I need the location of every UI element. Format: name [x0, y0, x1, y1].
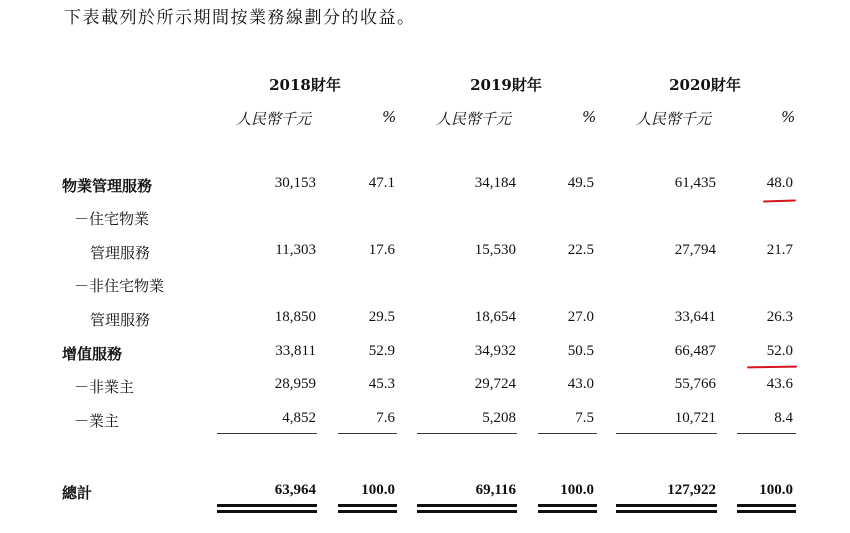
- subtotal-rule: [417, 433, 517, 434]
- red-underline-mark: [763, 199, 796, 202]
- total-cell: 63,964: [274, 482, 316, 498]
- total-double-rule: [737, 504, 796, 507]
- subtotal-rule: [737, 433, 796, 434]
- cell: 11,303: [275, 242, 316, 258]
- cell: 5,208: [482, 410, 516, 426]
- subtotal-rule: [616, 433, 717, 434]
- row-label-total: 總計: [62, 484, 93, 502]
- cell: 33,811: [275, 343, 316, 359]
- row-label-residential-mgmt: 管理服務: [90, 244, 151, 262]
- cell: 33,641: [674, 309, 716, 325]
- row-label-owners: －業主: [74, 412, 120, 430]
- cell: 66,487: [674, 343, 716, 359]
- cell: 34,184: [474, 175, 516, 191]
- total-double-rule: [417, 504, 517, 507]
- total-double-rule: [217, 504, 317, 507]
- cell: 28,959: [274, 376, 316, 392]
- cell: 10,721: [674, 410, 716, 426]
- row-label-non-residential: －非住宅物業: [74, 277, 165, 295]
- total-cell: 100.0: [560, 482, 594, 498]
- total-cell: 100.0: [759, 482, 793, 498]
- pct-header-2019: %: [582, 108, 597, 126]
- row-label-property-management: 物業管理服務: [62, 177, 153, 195]
- cell: 27,794: [674, 242, 716, 258]
- cell: 15,530: [474, 242, 516, 258]
- cell: 22.5: [567, 242, 594, 258]
- cell: 52.0: [766, 343, 793, 359]
- total-double-rule: [338, 504, 397, 507]
- cell: 7.5: [575, 410, 594, 426]
- subtotal-rule: [538, 433, 597, 434]
- cell: 21.7: [766, 242, 793, 258]
- unit-header-2019: 人民幣千元: [436, 110, 512, 128]
- cell: 4,852: [282, 410, 316, 426]
- subtotal-rule: [338, 433, 397, 434]
- total-double-rule: [417, 510, 517, 513]
- cell: 17.6: [368, 242, 395, 258]
- pct-header-2020: %: [781, 108, 796, 126]
- total-cell: 127,922: [667, 482, 716, 498]
- row-label-non-owners: －非業主: [74, 378, 135, 396]
- cell: 49.5: [567, 175, 594, 191]
- cell: 43.6: [766, 376, 793, 392]
- total-double-rule: [538, 504, 597, 507]
- total-double-rule: [338, 510, 397, 513]
- cell: 18,654: [474, 309, 516, 325]
- cell: 55,766: [674, 376, 716, 392]
- total-double-rule: [737, 510, 796, 513]
- total-cell: 69,116: [475, 482, 516, 498]
- cell: 30,153: [274, 175, 316, 191]
- row-label-residential: －住宅物業: [74, 210, 150, 228]
- pct-header-2018: %: [382, 108, 397, 126]
- unit-header-2020: 人民幣千元: [636, 110, 712, 128]
- unit-header-2018: 人民幣千元: [236, 110, 312, 128]
- year-header-2018: 2018財年: [269, 76, 341, 94]
- cell: 47.1: [368, 175, 395, 191]
- cell: 7.6: [376, 410, 395, 426]
- cell: 29,724: [474, 376, 516, 392]
- cell: 34,932: [474, 343, 516, 359]
- cell: 61,435: [674, 175, 716, 191]
- total-cell: 100.0: [361, 482, 395, 498]
- subtotal-rule: [217, 433, 317, 434]
- cell: 18,850: [274, 309, 316, 325]
- red-underline-mark: [747, 366, 797, 369]
- cell: 45.3: [368, 376, 395, 392]
- total-double-rule: [538, 510, 597, 513]
- cell: 26.3: [766, 309, 793, 325]
- row-label-value-added: 增值服務: [62, 345, 123, 363]
- intro-text: 下表載列於所示期間按業務線劃分的收益。: [64, 8, 416, 28]
- cell: 27.0: [567, 309, 594, 325]
- cell: 48.0: [766, 175, 793, 191]
- year-header-2020: 2020財年: [669, 76, 741, 94]
- cell: 52.9: [368, 343, 395, 359]
- total-double-rule: [616, 504, 717, 507]
- row-label-non-residential-mgmt: 管理服務: [90, 311, 151, 329]
- cell: 50.5: [567, 343, 594, 359]
- cell: 29.5: [368, 309, 395, 325]
- year-header-2019: 2019財年: [470, 76, 542, 94]
- total-double-rule: [616, 510, 717, 513]
- total-double-rule: [217, 510, 317, 513]
- cell: 8.4: [774, 410, 793, 426]
- cell: 43.0: [567, 376, 594, 392]
